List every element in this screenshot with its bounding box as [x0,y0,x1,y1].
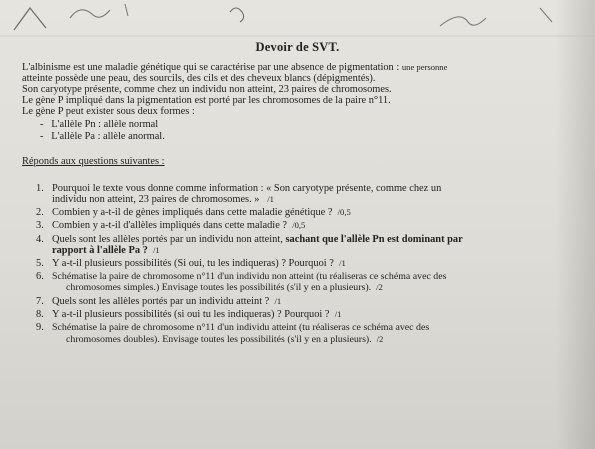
q3-points: /0,5 [292,220,306,230]
q4-bold-text-2: rapport à l'allèle Pa ? [52,245,148,256]
q1-points: /1 [267,194,274,204]
q7-points: /1 [274,296,282,306]
q5-line [52,258,346,269]
q4-points: /1 [153,245,160,255]
q5-text: Y a-t-il plusieurs possibilités (Si oui, tu les indiqueras) ? Pourquoi ? [52,258,334,269]
q3-number: 3. [36,220,44,231]
q5-points: /1 [339,258,346,268]
q3-line [52,220,305,231]
q2-text: Combien y a-t-il de gènes impliqués dans cette maladie génétique ? [52,207,333,218]
q6-text-2: chromosomes simples.) Envisage toutes les possibilités (s'il y en a plusieurs). [66,282,372,293]
q4-line-2 [52,245,160,256]
instructions-heading: Réponds aux questions suivantes : [22,156,165,167]
q4-text: Quels sont les allèles portés par un individu non atteint, [52,234,283,245]
q8-line [52,309,341,320]
q7-text: Quels sont les allèles portés par un individu atteint ? [52,296,270,307]
allele-abnormal-item [40,131,165,142]
q9-points: /2 [376,334,384,344]
q7-number: 7. [36,296,44,307]
q1-line-1: Pourquoi le texte vous donne comme information : « Son caryotype présente, comme chez un [52,183,442,194]
intro-line-1-main: L'albinisme est une maladie génétique qui se caractérise par une absence de pigmentation : [22,62,400,73]
q1-line-2-text: individu non atteint, 23 paires de chromosomes. » [52,194,260,205]
q5-number: 5. [36,258,44,269]
intro-line-1 [22,62,447,73]
document-title: Devoir de SVT. [255,40,340,54]
q9-line-2 [66,334,383,345]
q4-number: 4. [36,234,44,245]
q9-text-2: chromosomes doubles). Envisage toutes les possibilités (s'il y en a plusieurs). [66,334,372,345]
q2-points: /0,5 [337,207,351,217]
handwritten-scribble [0,0,595,40]
q9-number: 9. [36,322,44,333]
q2-number: 2. [36,207,44,218]
allele-abnormal-text: L'allèle Pa : allèle anormal. [51,131,165,142]
q1-line-2 [52,194,274,205]
q1-number: 1. [36,183,44,194]
intro-line-2: atteinte possède une peau, des sourcils, des cils et des cheveux blancs (dépigmentés). [22,73,376,84]
q4-line-1 [52,234,463,245]
q8-number: 8. [36,309,44,320]
page-shadow [555,0,595,449]
q6-line-2 [66,282,383,293]
intro-line-3: Son caryotype présente, comme chez un individu non atteint, 23 paires de chromosomes. [22,84,392,95]
q2-line [52,207,351,218]
q9-line-1: Schématise la paire de chromosome n°11 d'un individu atteint (tu réaliseras ce schéma avec des [52,322,430,333]
allele-normal-item [40,119,158,130]
intro-line-1-small: une personne [401,62,448,72]
intro-line-4: Le gène P impliqué dans la pigmentation est porté par les chromosomes de la paire n°11. [22,95,391,106]
allele-normal-text: L'allèle Pn : allèle normal [51,119,159,130]
intro-line-5: Le gène P peut exister sous deux formes : [22,106,195,117]
bullet-dash-icon: - [40,119,52,130]
q6-line-1: Schématise la paire de chromosome n°11 d'un individu non atteint (tu réaliseras ce schéma avec des [52,271,447,282]
q6-points: /2 [376,282,383,292]
q8-points: /1 [334,309,342,319]
q6-number: 6. [36,271,44,282]
q4-bold-text: sachant que l'allèle Pn est dominant par [285,234,463,245]
q7-line [52,296,281,307]
q3-text: Combien y a-t-il d'allèles impliqués dans cette maladie ? [52,220,288,231]
q8-text: Y a-t-il plusieurs possibilités (si oui tu les indiqueras) ? Pourquoi ? [52,309,330,320]
bullet-dash-icon: - [40,131,52,142]
